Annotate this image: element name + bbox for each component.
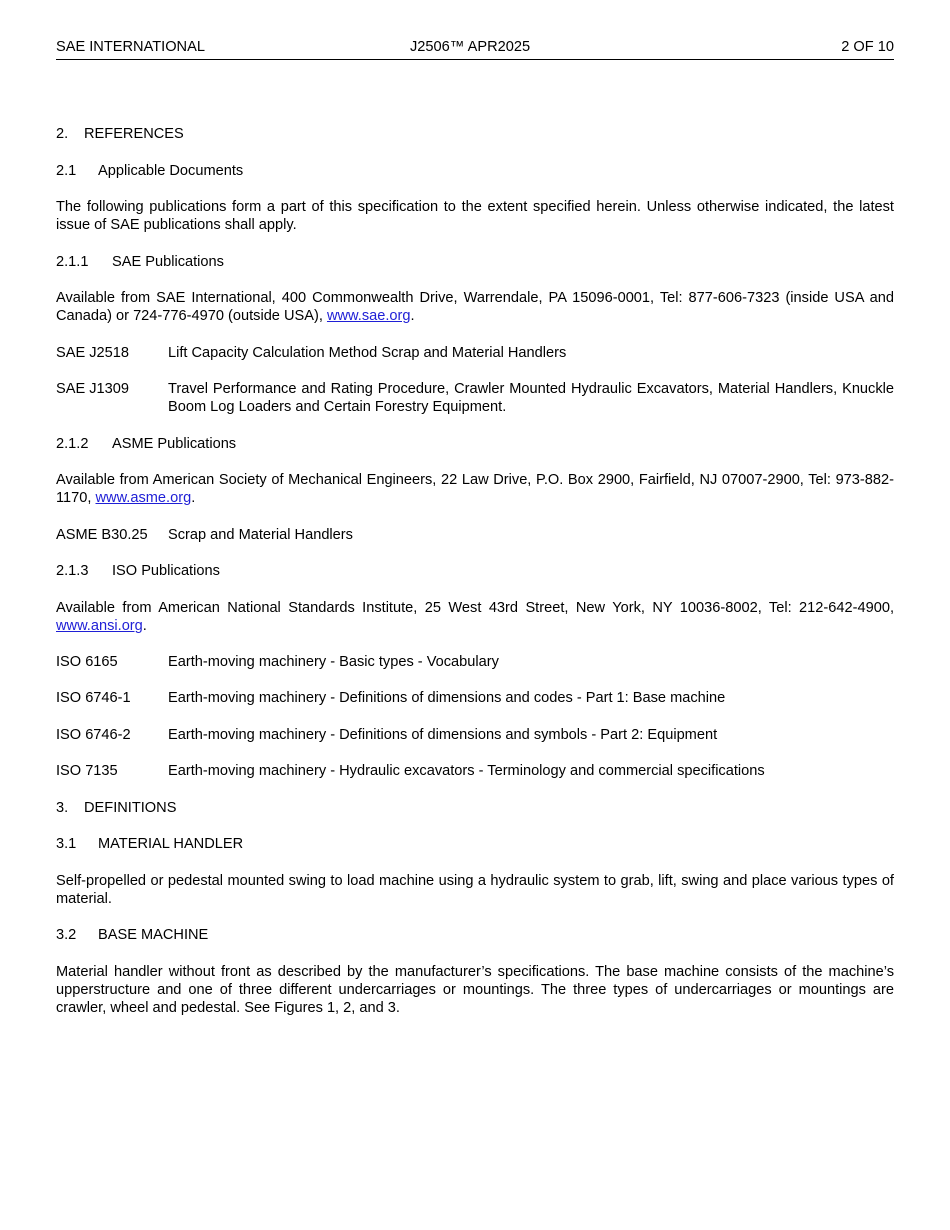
- section-3-1-paragraph: Self-propelled or pedestal mounted swing to load machine using a hydraulic system to grab, lift, swing and place various types of material.: [56, 873, 894, 907]
- reference-title: Earth-moving machinery - Definitions of dimensions and codes - Part 1: Base machine: [168, 690, 726, 706]
- reference-entry: [56, 526, 894, 544]
- section-number: 2.1.3: [56, 563, 89, 579]
- section-number: 2.1.2: [56, 436, 89, 452]
- page-header: [56, 39, 894, 60]
- reference-entry: [56, 380, 894, 416]
- section-number: 2.1.1: [56, 254, 89, 270]
- reference-title: Travel Performance and Rating Procedure, Crawler Mounted Hydraulic Excavators, Material Handlers, Knuckle Boom Log Loaders and Certain Forestry Equipment.: [168, 381, 894, 415]
- reference-title: Earth-moving machinery - Definitions of dimensions and symbols - Part 2: Equipment: [168, 727, 718, 743]
- punctuation: .: [142, 618, 147, 634]
- section-number: 3.: [56, 800, 69, 816]
- reference-code: ISO 6165: [56, 654, 118, 670]
- section-title: BASE MACHINE: [98, 927, 209, 943]
- section-2-heading: [56, 125, 894, 143]
- reference-code: SAE J2518: [56, 345, 130, 361]
- section-number: 2.: [56, 126, 69, 142]
- reference-title: Lift Capacity Calculation Method Scrap and Material Handlers: [168, 345, 567, 361]
- section-2-1-3-heading: [56, 562, 894, 580]
- section-title: REFERENCES: [84, 126, 184, 142]
- reference-code: ASME B30.25: [56, 527, 148, 543]
- reference-entry: [56, 762, 894, 780]
- availability-text: Available from SAE International, 400 Commonwealth Drive, Warrendale, PA 15096-0001, Tel: 877-606-7323 (inside USA and Canada) or 724-776-4970 (outside USA),: [56, 290, 894, 324]
- ansi-website-link[interactable]: www.ansi.org: [56, 618, 143, 634]
- availability-text: Available from American National Standards Institute, 25 West 43rd Street, New York, NY 10036-8002, Tel: 212-642-4900,: [56, 600, 894, 616]
- section-title: SAE Publications: [112, 254, 224, 270]
- punctuation: .: [410, 308, 415, 324]
- section-3-2-heading: [56, 926, 894, 944]
- reference-title: Earth-moving machinery - Basic types - Vocabulary: [168, 654, 499, 670]
- section-2-1-3-paragraph: [56, 599, 894, 635]
- section-title: ISO Publications: [112, 563, 220, 579]
- header-organization: SAE INTERNATIONAL: [56, 39, 205, 55]
- section-2-1-1-paragraph: [56, 289, 894, 325]
- section-title: DEFINITIONS: [84, 800, 177, 816]
- section-title: ASME Publications: [112, 436, 237, 452]
- section-2-1-1-heading: [56, 253, 894, 271]
- section-2-1-2-paragraph: [56, 471, 894, 507]
- section-2-1-heading: [56, 162, 894, 180]
- section-title: MATERIAL HANDLER: [98, 836, 244, 852]
- section-number: 3.2: [56, 927, 77, 943]
- reference-entry: [56, 689, 894, 707]
- section-3-2-paragraph: Material handler without front as described by the manufacturer’s specifications. The base machine consists of the machine’s upperstructure and one of three different undercarriages or mountings. The three types of undercarriages or mountings are crawler, wheel and pedestal. See Figures 1, 2, and 3.: [56, 964, 894, 1016]
- section-3-1-heading: [56, 835, 894, 853]
- section-title: Applicable Documents: [98, 163, 244, 179]
- section-number: 3.1: [56, 836, 77, 852]
- reference-title: Earth-moving machinery - Hydraulic excavators - Terminology and commercial specifications: [168, 763, 765, 779]
- sae-website-link[interactable]: www.sae.org: [326, 308, 411, 324]
- header-document-id: J2506™ APR2025: [410, 39, 531, 55]
- section-2-1-paragraph: The following publications form a part of this specification to the extent specified herein. Unless otherwise indicated, the latest issue of SAE publications shall apply.: [56, 199, 894, 233]
- reference-code: ISO 6746-2: [56, 727, 131, 743]
- reference-title: Scrap and Material Handlers: [168, 527, 353, 543]
- header-page-number: 2 OF 10: [841, 39, 894, 55]
- punctuation: .: [191, 490, 196, 506]
- asme-website-link[interactable]: www.asme.org: [95, 490, 192, 506]
- reference-entry: [56, 653, 894, 671]
- reference-code: ISO 6746-1: [56, 690, 131, 706]
- reference-code: ISO 7135: [56, 763, 118, 779]
- reference-entry: [56, 344, 894, 362]
- section-2-1-2-heading: [56, 435, 894, 453]
- reference-entry: [56, 726, 894, 744]
- availability-text: Available from American Society of Mechanical Engineers, 22 Law Drive, P.O. Box 2900, Fairfield, NJ 07007-2900, Tel: 973-882-1170,: [56, 472, 894, 506]
- reference-code: SAE J1309: [56, 381, 130, 397]
- section-3-heading: [56, 799, 894, 817]
- section-number: 2.1: [56, 163, 77, 179]
